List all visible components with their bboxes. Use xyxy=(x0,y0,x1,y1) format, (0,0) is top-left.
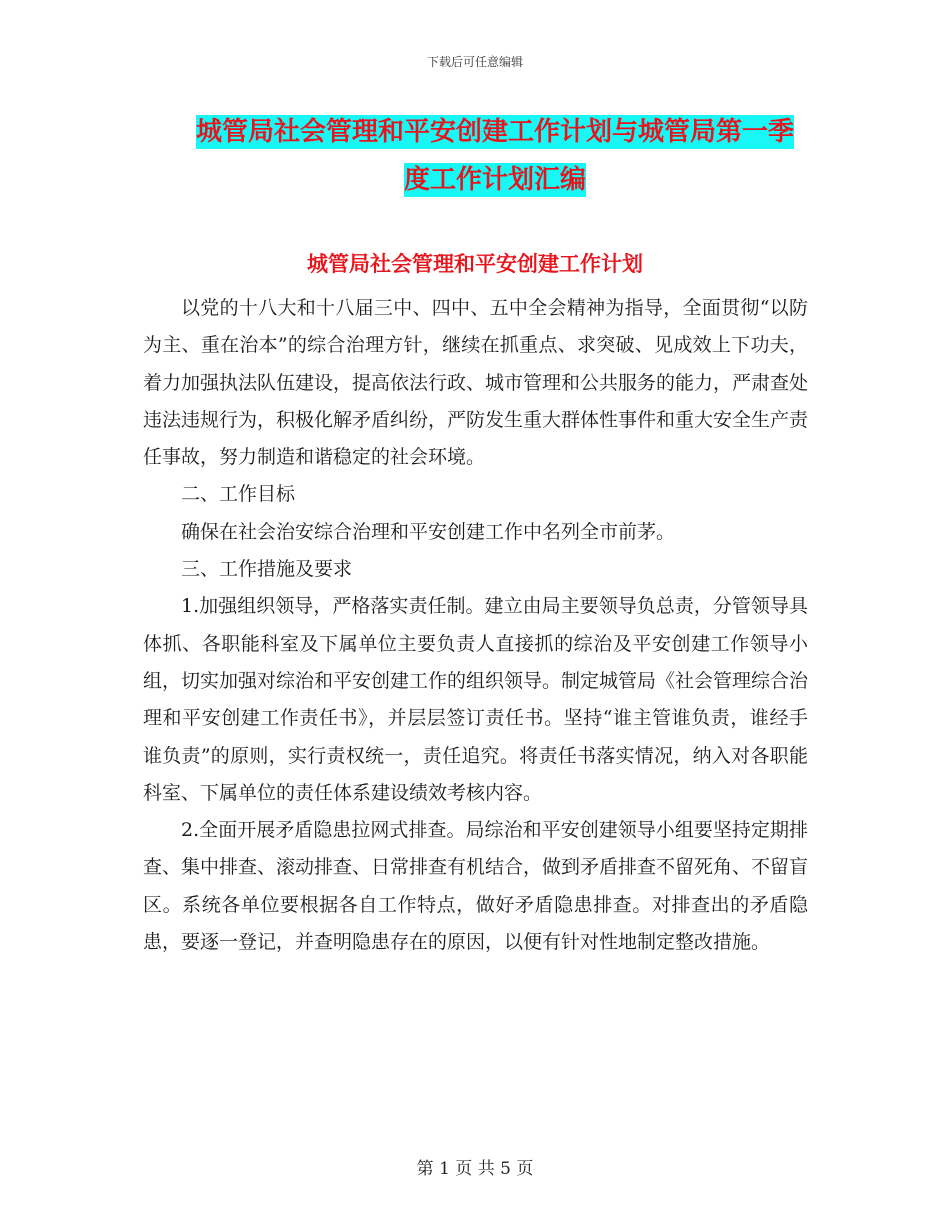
heading-measures: 三、工作措施及要求 xyxy=(181,558,353,581)
paragraph-measure-2: 2.全面开展矛盾隐患拉网式排查。局综治和平安创建领导小组要坚持定期排查、集中排查、滚动排查、日常排查有机结合，做到矛盾排查不留死角、不留盲区。系统各单位要根据各自工作特点，做好矛盾隐患排查。对排查出的矛盾隐患，要逐一登记，并查明隐患存在的原因，以便有针对性地制定整改措施。 xyxy=(143,819,809,954)
paragraph-measure-1: 1.加强组织领导，严格落实责任制。建立由局主要领导负总责，分管领导具体抓、各职能科室及下属单位主要负责人直接抓的综治及平安创建工作领导小组，切实加强对综治和平安创建工作的组织领导。制定城管局《社会管理综合治理和平安创建工作责任书》，并层层签订责任书。坚持“谁主管谁负责，谁经手谁负责”的原则，实行责权统一，责任追究。将责任书落实情况，纳入对各职能科室、下属单位的责任体系建设绩效考核内容。 xyxy=(143,595,809,804)
paragraph-intro: 以党的十八大和十八届三中、四中、五中全会精神为指导，全面贯彻“以防为主、重在治本”的综合治理方针，继续在抓重点、求突破、见成效上下功夫，着力加强执法队伍建设，提高依法行政、城市管理和公共服务的能力，严肃查处违法违规行为，积极化解矛盾纠纷，严防发生重大群体性事件和重大安全生产责任事故，努力制造和谐稳定的社会环境。 xyxy=(143,297,809,469)
paragraph-goal: 确保在社会治安综合治理和平安创建工作中名列全市前茅。 xyxy=(181,520,676,543)
section-title: 城管局社会管理和平安创建工作计划 xyxy=(307,252,643,276)
document-title-line-2: 度工作计划汇编 xyxy=(403,165,586,195)
document-title-line-1: 城管局社会管理和平安创建工作计划与城管局第一季 xyxy=(195,117,794,147)
body-text xyxy=(143,290,808,961)
document-title xyxy=(150,108,840,204)
header-note: 下载后可任意编辑 xyxy=(426,55,523,69)
heading-work-goals: 二、工作目标 xyxy=(181,483,296,506)
page-footer: 第 1 页 共 5 页 xyxy=(416,1159,534,1179)
